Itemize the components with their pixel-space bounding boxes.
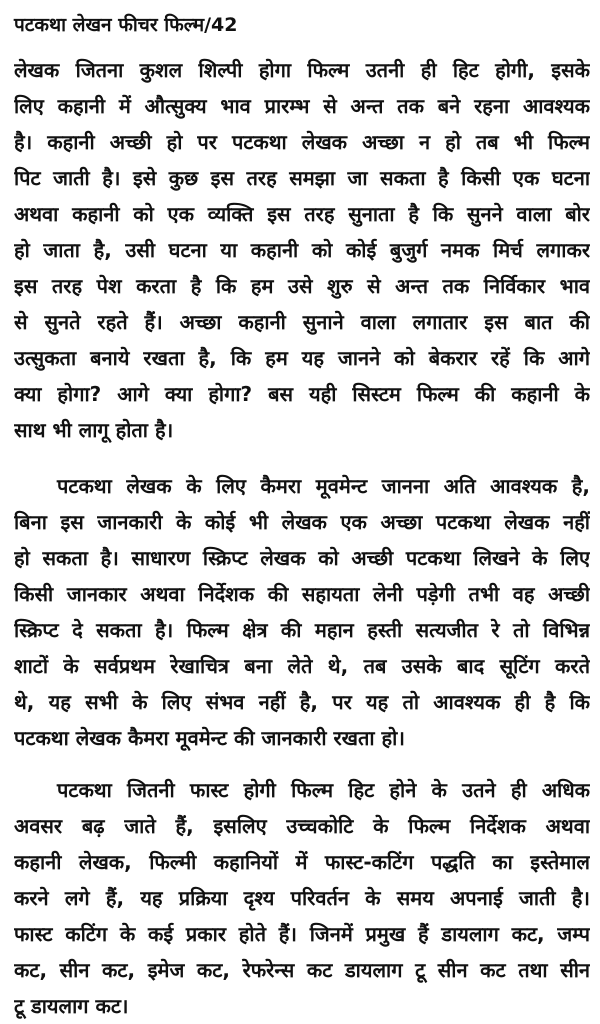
text-line: शाटों के सर्वप्रथम रेखाचित्र बना लेते थे, तब उसके बाद सूटिंग करते <box>14 654 590 678</box>
text-line: करने लगे हैं, यह प्रक्रिया दृश्य परिवर्तन के समय अपनाई जाती है। <box>14 886 590 910</box>
text-line: किसी जानकार अथवा निर्देशक की सहायता लेनी पड़ेगी तभी वह अच्छी <box>14 582 590 606</box>
text-line: पटकथा लेखक के लिए कैमरा मूवमेन्ट जानना अति आवश्यक है, <box>57 474 590 498</box>
text-line: साथ भी लागू होता है। <box>14 418 174 442</box>
text-line: स्क्रिप्ट दे सकता है। फिल्म क्षेत्र की महान हस्ती सत्यजीत रे तो विभिन्न <box>14 618 590 642</box>
text-line: उत्सुकता बनाये रखता है, कि हम यह जानने को बेकरार रहें कि आगे <box>14 346 590 370</box>
paragraph-2 <box>14 468 590 756</box>
text-line: फास्ट कटिंग के कई प्रकार होते हैं। जिनमें प्रमुख हैं डायलाग कट, जम्प <box>14 922 590 946</box>
text-line: हो सकता है। साधारण स्क्रिप्ट लेखक को अच्छी पटकथा लिखने के लिए <box>14 546 590 570</box>
text-line: इस तरह पेश करता है कि हम उसे शुरु से अन्त तक निर्विकार भाव <box>14 274 590 298</box>
text-line: से सुनते रहते हैं। अच्छा कहानी सुनाने वाला लगातार इस बात की <box>14 310 590 334</box>
text-line: क्या होगा? आगे क्या होगा? बस यही सिस्टम फिल्म की कहानी के <box>14 382 590 406</box>
text-line: कट, सीन कट, इमेज कट, रेफरेन्स कट डायलाग टू सीन कट तथा सीन <box>14 958 590 982</box>
paragraph-3 <box>14 772 590 1024</box>
text-line: पटकथा जितनी फास्ट होगी फिल्म हिट होने के उतने ही अधिक <box>57 778 590 802</box>
text-line: लेखक जितना कुशल शिल्पी होगा फिल्म उतनी ही हिट होगी, इसके <box>14 58 590 82</box>
text-line: पिट जाती है। इसे कुछ इस तरह समझा जा सकता है किसी एक घटना <box>14 166 590 190</box>
text-line: अवसर बढ़ जाते हैं, इसलिए उच्चकोटि के फिल्म निर्देशक अथवा <box>14 814 590 838</box>
text-line: कहानी लेखक, फिल्मी कहानियों में फास्ट-कटिंग पद्धति का इस्तेमाल <box>14 850 590 874</box>
text-line: लिए कहानी में औत्सुक्य भाव प्रारम्भ से अन्त तक बने रहना आवश्यक <box>14 94 590 118</box>
text-line: पटकथा लेखक कैमरा मूवमेन्ट की जानकारी रखता हो। <box>14 726 405 750</box>
text-line: बिना इस जानकारी के कोई भी लेखक एक अच्छा पटकथा लेखक नहीं <box>14 510 590 534</box>
page-header: पटकथा लेखन फीचर फिल्म/42 <box>14 14 238 36</box>
text-line: टू डायलाग कट। <box>14 994 129 1018</box>
paragraph-1 <box>14 52 590 448</box>
text-line: अथवा कहानी को एक व्यक्ति इस तरह सुनाता है कि सुनने वाला बोर <box>14 202 590 226</box>
text-line: हो जाता है, उसी घटना या कहानी को कोई बुजुर्ग नमक मिर्च लगाकर <box>14 238 590 262</box>
text-line: थे, यह सभी के लिए संभव नहीं है, पर यह तो आवश्यक ही है कि <box>14 690 590 714</box>
text-line: है। कहानी अच्छी हो पर पटकथा लेखक अच्छा न हो तब भी फिल्म <box>14 130 590 154</box>
